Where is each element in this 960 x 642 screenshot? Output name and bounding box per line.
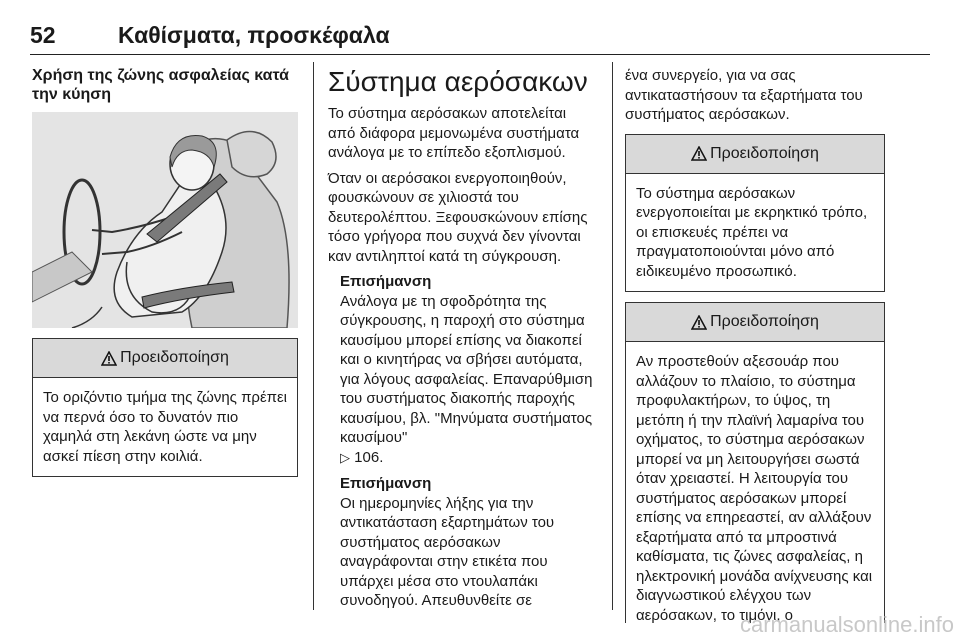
continued-paragraph: ένα συνεργείο, για να σας αντικαταστήσουν τα εξαρτήματα του συστήματος αερόσακων.: [625, 67, 863, 123]
right-column: [625, 66, 885, 623]
note-label: Επισήμανση: [340, 273, 432, 290]
warning-title-2: Προειδοποίηση: [710, 144, 819, 162]
warning-triangle-icon: [101, 351, 117, 366]
column-divider-left: [313, 62, 314, 610]
watermark: carmanualsonline.info: [739, 612, 954, 637]
warning-title-3: Προειδοποίηση: [710, 313, 819, 330]
page-header: [30, 8, 930, 52]
warning-triangle-icon: [691, 146, 707, 161]
left-column: [32, 66, 300, 104]
column-divider-right: [612, 62, 613, 610]
warning-text-2: Το σύστημα αερόσακων ενεργοποιείται με εκρηκτικό τρόπο, οι επισκευές πρέπει να πραγματοποιούνται μόνο από ειδικευμένο προσωπικό.: [636, 184, 868, 280]
middle-column: [328, 66, 596, 611]
warning-header: [33, 339, 297, 378]
left-warning-container: [32, 338, 298, 477]
airbag-system-heading: Σύστημα αερόσακων: [328, 66, 588, 97]
page-number: 52: [30, 22, 56, 48]
airbag-paragraph-2: Όταν οι αερόσακοι ενεργοποιηθούν, φουσκώνουν σε χιλιοστά του δευτερολέπτου. Ξεφουσκώνουν επίσης τόσο γρήγορα που συχνά δεν γίνονται καν αντιληπτοί κατά τη σύγκρουση.: [328, 169, 588, 265]
airbag-paragraph-1: Το σύστημα αερόσακων αποτελείται από διάφορα μεμονωμένα συστήματα ανάλογα με το επίπεδο εξοπλισμού.: [328, 105, 580, 161]
note-text-body: Ανάλογα με τη σφοδρότητα της σύγκρουσης, η παροχή στο σύστημα καυσίμου μπορεί επίσης να διακοπεί και ο κινητήρας να σβήσει αυτόματα, για λόγους ασφαλείας. Επαναρύθμιση του συστήματος διακοπής παροχής καυσίμου, βλ. "Μηνύματα συστήματος καυσίμου": [340, 292, 593, 446]
note-text-2: Οι ημερομηνίες λήξης για την αντικατάσταση εξαρτημάτων του συστήματος αερόσακων αναγράφονται στην ετικέτα που υπάρχει μέσα στο ντουλαπάκι συνοδηγού. Απευθυνθείτε σε: [340, 494, 555, 609]
note-text: Ανάλογα με τη σφοδρότητα της σύγκρουσης, η παροχή στο σύστημα καυσίμου μπορεί επίσης να διακοπεί και ο κινητήρας να σβήσει αυτόματα, για λόγους ασφαλείας. Επαναρύθμιση του συστήματος διακοπής παροχής καυσίμου, βλ. "Μηνύματα συστήματος καυσίμου" ▷ 106.: [340, 292, 593, 466]
warning-text-3: Αν προστεθούν αξεσουάρ που αλλάζουν το πλαίσιο, το σύστημα προφυλακτήρων, το ύψος, τη μετόπη ή την πλαϊνή λαμαρίνα του οχήματος, το σύστημα αερόσακων μπορεί να μη λειτουργήσει σωστά όταν χρειαστεί. Η λειτουργία του συστήματος αερόσακων μπορεί επίσης να επηρεαστεί, αν αλλάξουν εξαρτήματα από τα μπροστινά καθίσματα, τις ζώνες ασφαλείας, η ηλεκτρονική μονάδα ανίχνευσης και διαγνωστικού ελέγχου των αερόσακων, το τιμόνι, ο: [636, 353, 873, 623]
pregnancy-belt-heading: Χρήση της ζώνης ασφαλείας κατά την κύηση: [32, 67, 289, 103]
repair-warning-box: [625, 134, 885, 293]
warning-triangle-icon: [691, 315, 707, 330]
cross-reference-page[interactable]: 106: [354, 448, 380, 466]
note-label-2: Επισήμανση: [340, 475, 432, 492]
note-block-1: [328, 272, 596, 468]
warning-header-2: [626, 135, 884, 174]
warning-title: Προειδοποίηση: [120, 349, 229, 366]
warning-header-3: [626, 303, 884, 342]
accessories-warning-box: [625, 302, 885, 623]
warning-text: Το οριζόντιο τμήμα της ζώνης πρέπει να περνά όσο το δυνατόν πιο χαμηλά στη λεκάνη ώστε να μην ασκεί πίεση στην κοιλιά.: [43, 389, 288, 465]
pregnant-driver-illustration: [32, 112, 298, 328]
chapter-title: Καθίσματα, προσκέφαλα: [118, 22, 390, 48]
pregnancy-warning-box: [32, 338, 298, 477]
cross-reference-arrow-icon: ▷: [340, 450, 350, 466]
header-divider: [30, 54, 930, 55]
note-block-2: [328, 474, 596, 611]
